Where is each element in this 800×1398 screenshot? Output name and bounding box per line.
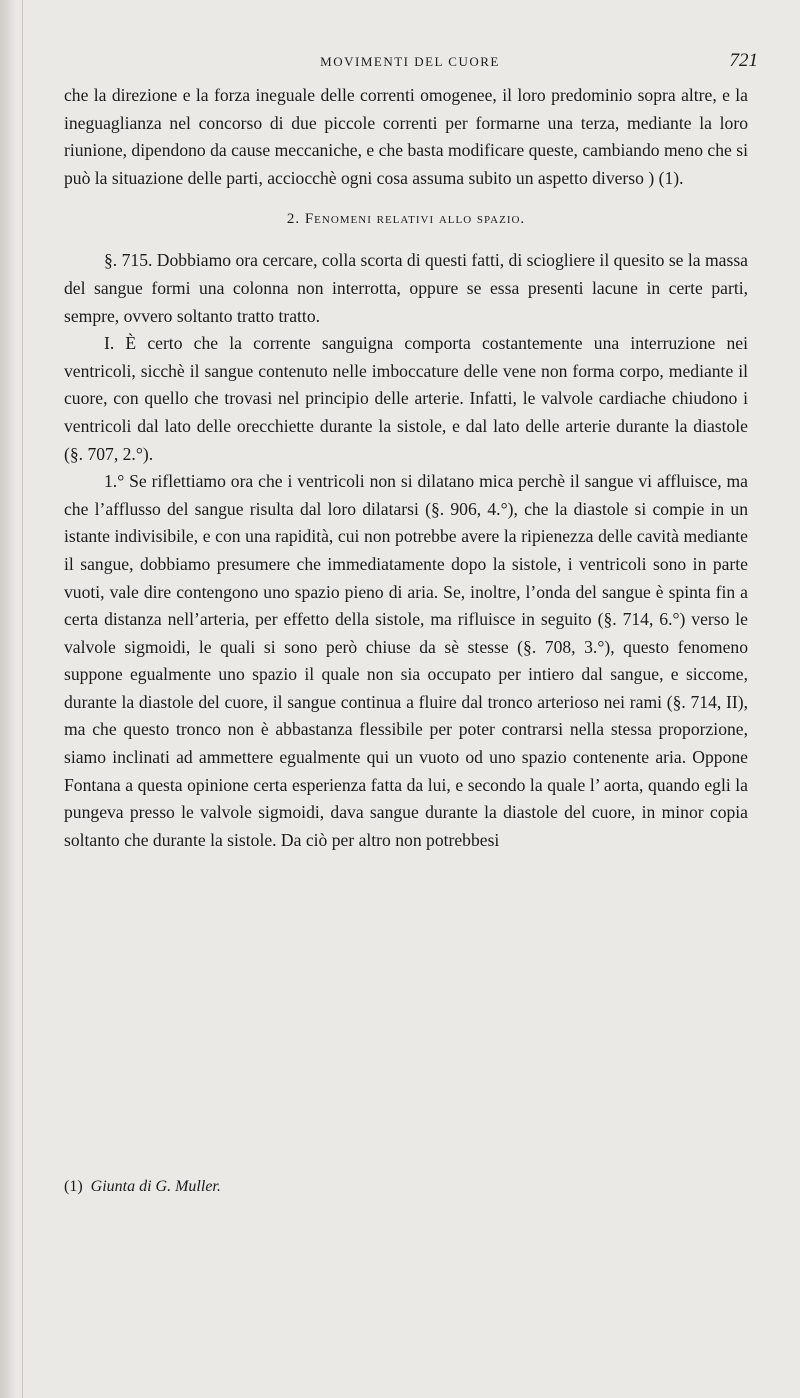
paragraph-continuation: che la direzione e la forza ineguale delle correnti omogenee, il loro predominio sopra altre, e la ineguaglianza nel concorso di due piccole correnti per formarne una terza, mediante la loro riunione, dipendono da cause meccaniche, e che basta modificare queste, cambiando meno che si può la situazione delle parti, acciocchè ogni cosa assuma subito un aspetto diverso ) (1). bbox=[64, 85, 748, 188]
running-head bbox=[60, 50, 760, 80]
footnote-text: Giunta di G. Muller. bbox=[90, 1178, 221, 1195]
page-number: 721 bbox=[729, 50, 758, 71]
body-text bbox=[64, 82, 748, 854]
paragraph-subpoint-one: 1.° Se riflettiamo ora che i ventricoli non si dilatano mica perchè il sangue vi affluisce, ma che l’afflusso del sangue risulta dal loro dilatarsi (§. 906, 4.°), che la diastole si compie in un istante indivisibile, e con una rapidità, cui non potrebbe avere la ripienezza delle cavità mediante il sangue, dobbiamo presumere che immediatamente dopo la sistole, i ventricoli sono in parte vuoti, vale dire contengono uno spazio pieno di aria. Se, inoltre, l’onda del sangue è spinta fin a certa distanza nell’arteria, per effetto della sistole, ma rifluisce in seguito (§. 714, 6.°) verso le valvole sigmoidi, le quali si sono però chiuse da sè stesse (§. 708, 3.°), questo fenomeno suppone egualmente uno spazio il quale non sia occupato per intiero dal sangue, e siccome, durante la diastole del cuore, il sangue continua a fluire dal tronco arterioso nei rami (§. 714, II), ma che questo tronco non è abbastanza flessibile per poter contrarsi nella stessa proporzione, siamo inclinati ad ammettere egualmente qui un vuoto od uno spazio contenente aria. Oppone Fontana a questa opinione certa esperienza fatta da lui, e secondo la quale l’ aorta, quando egli la pungeva presso le valvole sigmoidi, dava sangue durante la diastole del cuore, in minor copia soltanto che durante la sistole. Da ciò per altro non potrebbesi bbox=[64, 471, 748, 850]
section-heading: 2. Fenomeni relativi allo spazio. bbox=[286, 211, 526, 228]
paragraph-point-one: I. È certo che la corrente sanguigna comporta costantemente una interruzione nei ventricoli, sicchè il sangue contenuto nelle imboccature delle vene non forma corpo, mediante il cuore, con quello che trovasi nel principio delle arterie. Infatti, le valvole cardiache chiudono i ventricoli dal lato delle orecchiette durante la sistole, e dal lato delle arterie durante la diastole (§. 707, 2.°). bbox=[64, 333, 748, 464]
footnote-marker: (1) bbox=[64, 1178, 83, 1195]
paragraph-715: §. 715. Dobbiamo ora cercare, colla scorta di questi fatti, di sciogliere il quesito se la massa del sangue formi una colonna non interrotta, oppure se essa presenti lacune in certe parti, sempre, ovvero soltanto tratto tratto. bbox=[64, 250, 748, 326]
running-title: MOVIMENTI DEL CUORE bbox=[320, 54, 500, 69]
footnote bbox=[64, 1176, 748, 1198]
